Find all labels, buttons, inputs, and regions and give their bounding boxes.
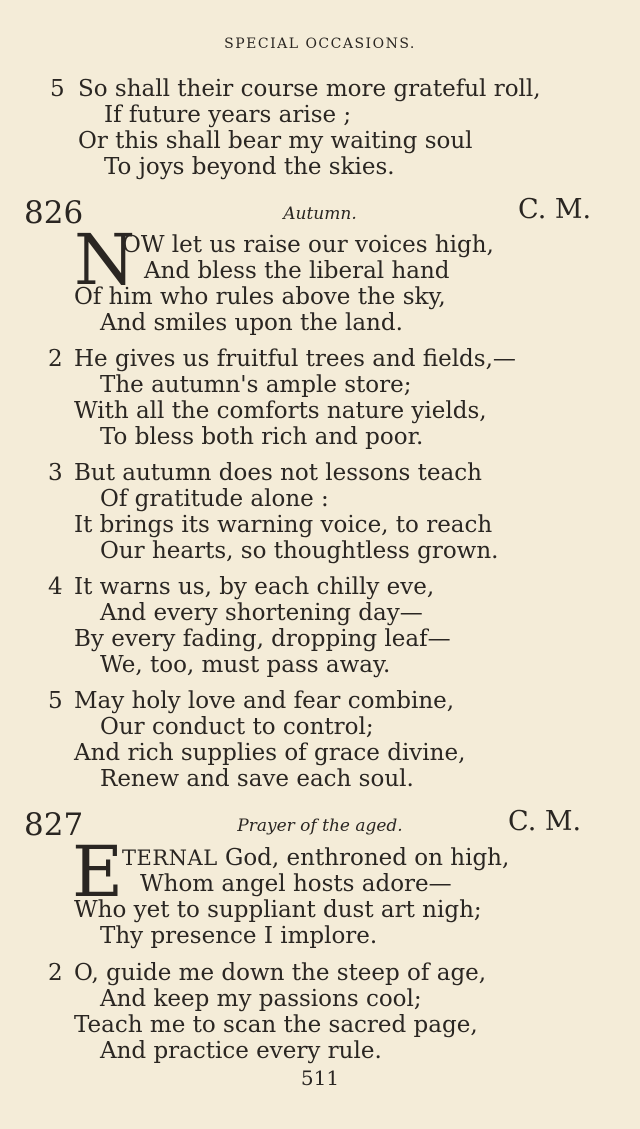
- stanza-number: 5: [50, 76, 65, 102]
- verse-line: O, guide me down the steep of age,: [74, 960, 487, 986]
- verse-line: And practice every rule.: [100, 1038, 382, 1064]
- small-caps-word: TERNAL: [122, 846, 218, 870]
- stanza-number: 4: [48, 574, 63, 600]
- verse-line: He gives us fruitful trees and fields,—: [74, 346, 516, 372]
- stanza-number: 2: [48, 346, 63, 372]
- verse-line: OW let us raise our voices high,: [122, 232, 494, 258]
- verse-line: Our conduct to control;: [100, 714, 374, 740]
- verse-line: By every fading, dropping leaf—: [74, 626, 451, 652]
- verse-line: Whom angel hosts adore—: [140, 871, 452, 897]
- verse-line: If future years arise ;: [104, 102, 352, 128]
- stanza-number: 3: [48, 460, 63, 486]
- verse-line-tail: God, enthroned on high,: [217, 845, 510, 871]
- verse-line: To joys beyond the skies.: [104, 154, 395, 180]
- verse-line: And bless the liberal hand: [144, 258, 450, 284]
- verse-line: But autumn does not lessons teach: [74, 460, 482, 486]
- verse-line: It brings its warning voice, to reach: [74, 512, 493, 538]
- verse-line: It warns us, by each chilly eve,: [74, 574, 435, 600]
- drop-cap: E: [72, 831, 124, 913]
- running-head: SPECIAL OCCASIONS.: [224, 36, 416, 52]
- verse-line: Who yet to suppliant dust art nigh;: [74, 897, 482, 923]
- verse-line: So shall their course more grateful roll,: [78, 76, 541, 102]
- page-number: 511: [300, 1066, 340, 1090]
- verse-line: To bless both rich and poor.: [100, 424, 424, 450]
- verse-line: May holy love and fear combine,: [74, 688, 455, 714]
- verse-line: Renew and save each soul.: [100, 766, 414, 792]
- hymn-number: 827: [24, 807, 84, 843]
- hymn-title: Autumn.: [283, 204, 357, 224]
- verse-line: And every shortening day—: [100, 600, 423, 626]
- verse-line: And smiles upon the land.: [100, 310, 403, 336]
- verse-line: The autumn's ample store;: [100, 372, 412, 398]
- verse-line: Teach me to scan the sacred page,: [74, 1012, 478, 1038]
- hymn-number: 826: [24, 195, 84, 231]
- verse-line: We, too, must pass away.: [100, 652, 391, 678]
- verse-line: And rich supplies of grace divine,: [74, 740, 466, 766]
- verse-line: Our hearts, so thoughtless grown.: [100, 538, 499, 564]
- stanza-number: 2: [48, 960, 63, 986]
- verse-line: Thy presence I implore.: [100, 923, 378, 949]
- verse-line: Of gratitude alone :: [100, 486, 329, 512]
- verse-line: Or this shall bear my waiting soul: [78, 128, 473, 154]
- hymn-meter: C. M.: [508, 806, 582, 837]
- hymn-meter: C. M.: [518, 194, 592, 225]
- hymn-title: Prayer of the aged.: [237, 816, 403, 836]
- verse-line: [122, 845, 509, 871]
- verse-line: And keep my passions cool;: [100, 986, 422, 1012]
- stanza-number: 5: [48, 688, 63, 714]
- drop-cap: N: [74, 219, 136, 301]
- verse-line: With all the comforts nature yields,: [74, 398, 487, 424]
- verse-line: Of him who rules above the sky,: [74, 284, 446, 310]
